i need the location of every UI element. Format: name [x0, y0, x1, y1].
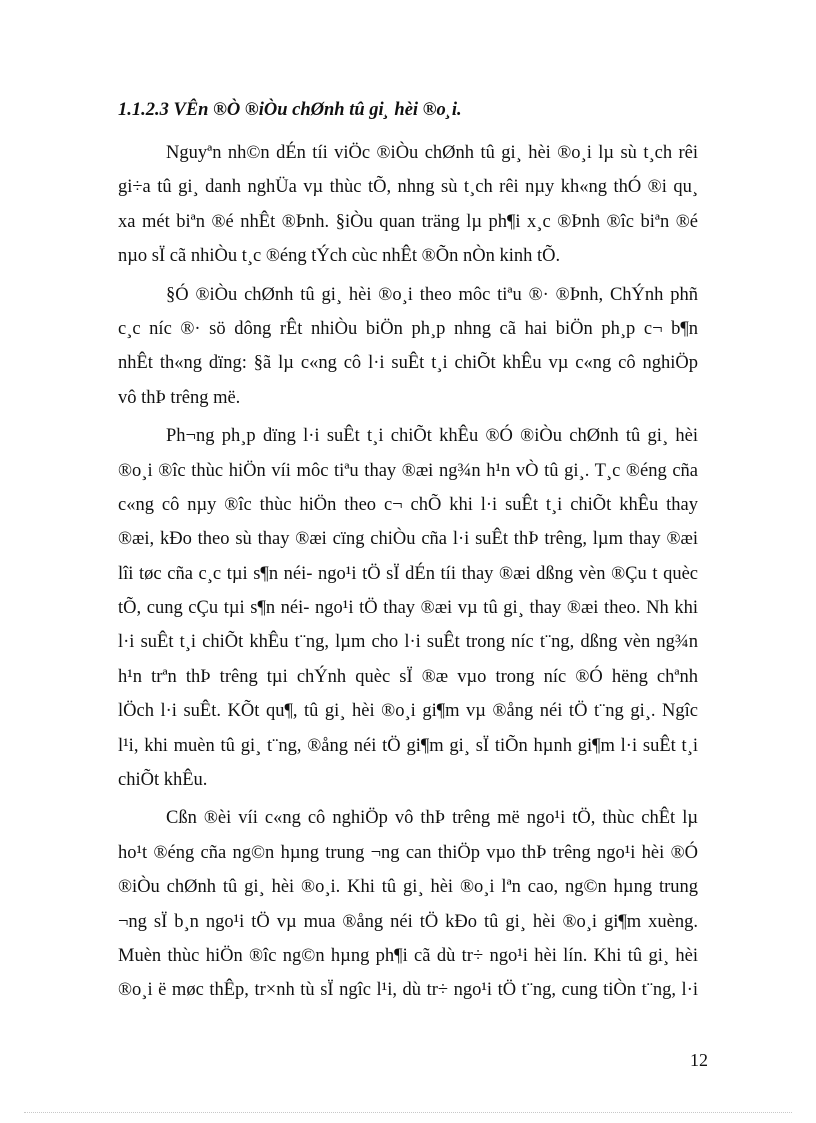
paragraph-4-line-2: ho¹t ®éng cña ng©n hµng trung ¬ng can thiÖp vµo thÞ trêng ngo¹i hèi ®Ó [118, 842, 698, 863]
paragraph-2-line-1: §Ó ®iÒu chØnh tû gi¸ hèi ®o¸i theo môc tiªu ®· ®Þnh, ChÝnh phñ [166, 284, 698, 305]
paragraph-3-line-4: ®æi, kÐo theo sù thay ®æi cïng chiÒu cña l·i suÊt thÞ trêng, lµm thay ®æi [118, 529, 698, 550]
paragraph-3-line-9: lÖch l·i suÊt. KÕt qu¶, tû gi¸ hèi ®o¸i gi¶m vµ ®ång néi tÖ t¨ng gi¸. Ngîc [118, 701, 698, 722]
paragraph-4-line-3: ®iÒu chØnh tû gi¸ hèi ®o¸i. Khi tû gi¸ hèi ®o¸i lªn cao, ng©n hµng trung [118, 877, 698, 898]
paragraph-4-line-4: ¬ng sÏ b¸n ngo¹i tÖ vµ mua ®ång néi tÖ kÐo tû gi¸ hèi ®o¸i gi¶m xuèng. [118, 911, 698, 932]
paragraph-3-line-6: tÕ, cung cÇu tµi s¶n néi- ngo¹i tÖ thay ®æi vµ tû gi¸ thay ®æi theo. Nh khi [118, 598, 698, 619]
paragraph-1-line-2: gi÷a tû gi¸ danh nghÜa vµ thùc tÕ, nhng sù t¸ch rêi nµy kh«ng thÓ ®i qu¸ [118, 177, 698, 198]
paragraph-2-line-4: vô thÞ trêng më. [118, 387, 241, 408]
paragraph-1-line-1: Nguyªn nh©n dÉn tíi viÖc ®iÒu chØnh tû gi¸ hèi ®o¸i lµ sù t¸ch rêi [166, 143, 698, 163]
paragraph-3-line-1: Ph¬ng ph¸p dïng l·i suÊt t¸i chiÕt khÊu ®Ó ®iÒu chØnh tû gi¸ hèi [166, 426, 698, 447]
paragraph-2-line-3: nhÊt th«ng dïng: §ã lµ c«ng cô l·i suÊt t¸i chiÕt khÊu vµ c«ng cô nghiÖp [118, 353, 698, 374]
paragraph-4-line-5: Muèn thùc hiÖn ®îc ng©n hµng ph¶i cã dù tr÷ ngo¹i hèi lín. Khi tû gi¸ hèi [118, 945, 698, 966]
paragraph-3-line-7: l·i suÊt t¸i chiÕt khÊu t¨ng, lµm cho l·i suÊt trong níc t¨ng, dßng vèn ng¾n [118, 632, 698, 653]
paragraph-1-line-4: nµo sÏ cã nhiÒu t¸c ®éng tÝch cùc nhÊt ®Õn nÒn kinh tÕ. [118, 246, 561, 267]
page-number: 12 [690, 1050, 708, 1070]
paragraph-3-line-11: chiÕt khÊu. [118, 770, 208, 791]
paragraph-4-line-6: ®o¸i ë møc thÊp, tr×nh tù sÏ ngîc l¹i, dù tr÷ ngo¹i tÖ t¨ng, cung tiÒn t¨ng, l·i [118, 980, 698, 1001]
paragraph-1-line-3: xa mét biªn ®é nhÊt ®Þnh. §iÒu quan träng lµ ph¶i x¸c ®Þnh ®îc biªn ®é [118, 211, 698, 232]
section-heading: 1.1.2.3 VÊn ®Ò ®iÒu chØnh tû gi¸ hèi ®o¸i. [118, 100, 462, 120]
paragraph-3-line-2: ®o¸i ®îc thùc hiÖn víi môc tiªu thay ®æi ng¾n h¹n vÒ tû gi¸. T¸c ®éng cña [118, 460, 698, 481]
paragraph-3-line-10: l¹i, khi muèn tû gi¸ t¨ng, ®ång néi tÖ gi¶m gi¸ sÏ tiÕn hµnh gi¶m l·i suÊt t¸i [118, 735, 698, 756]
paragraph-2-line-2: c¸c níc ®· sö dông rÊt nhiÒu biÖn ph¸p nhng cã hai biÖn ph¸p c¬ b¶n [118, 318, 698, 339]
paragraph-3-line-3: c«ng cô nµy ®îc thùc hiÖn theo c¬ chÕ khi l·i suÊt t¸i chiÕt khÊu thay [118, 494, 698, 515]
footer-divider [24, 1112, 792, 1113]
paragraph-3-line-5: lîi tøc cña c¸c tµi s¶n néi- ngo¹i tÖ sÏ dÉn tíi thay ®æi dßng vèn ®Çu t quèc [118, 563, 698, 584]
body-text [118, 136, 698, 1008]
paragraph-3-line-8: h¹n trªn thÞ trêng tµi chÝnh quèc sÏ ®æ vµo trong níc ®Ó hëng chªnh [118, 666, 698, 687]
paragraph-4-line-1: Cßn ®èi víi c«ng cô nghiÖp vô thÞ trêng më ngo¹i tÖ, thùc chÊt lµ [166, 808, 698, 829]
